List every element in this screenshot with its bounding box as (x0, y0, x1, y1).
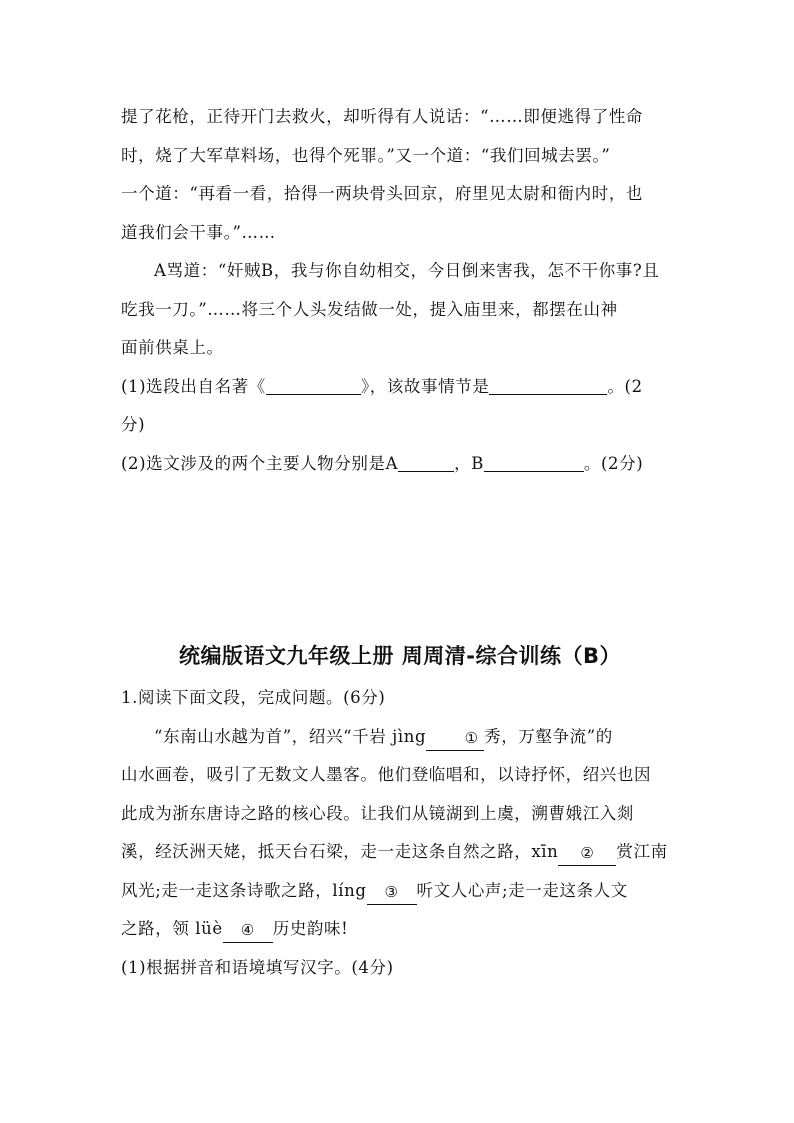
passage-line: 之路，领 lüè ④ 历史韵味! (121, 910, 681, 949)
question-heading: 1.阅读下面文段，完成问题。(6分) (121, 688, 386, 707)
answer-blank-a[interactable] (398, 451, 454, 472)
passage-line: 此成为浙东唐诗之路的核心段。让我们从镜湖到上虞，溯曹娥江入剡 (121, 803, 634, 823)
section-title: 统编版语文九年级上册 周周清-综合训练（B） (178, 644, 622, 668)
passage-line: 面前供桌上。 (121, 338, 224, 357)
answer-blank-2[interactable]: ② (558, 845, 616, 866)
answer-blank-b[interactable] (484, 451, 584, 472)
passage-line: “东南山水越为首”，绍兴“千岩 jìng ① 秀，万壑争流”的 (121, 718, 681, 757)
passage-line: 吃我一刀。”……将三个人头发结做一处，提入庙里来，都摆在山神 (121, 299, 618, 319)
answer-blank-plot[interactable] (489, 374, 607, 395)
sub-question-1: (1)根据拼音和语境填写汉字。(4分) (121, 957, 394, 977)
passage-line: 溪，经沃洲天姥，抵天台石梁，走一走这条自然之路，xīn ② 赏江南 (121, 833, 681, 872)
question-2: (2)选文涉及的两个主要人物分别是A ，B 。(2分) (121, 445, 681, 484)
passage-excerpt (121, 98, 681, 483)
passage-line: 山水画卷，吸引了无数文人墨客。他们登临唱和，以诗抒怀，绍兴也因 (121, 765, 652, 784)
answer-blank-4[interactable]: ④ (223, 922, 273, 943)
passage-line: A骂道：“奸贼B，我与你自幼相交，今日倒来害我，怎不干你事?且 (154, 261, 660, 280)
passage-line: 道我们会干事。”…… (121, 222, 276, 242)
answer-blank-1[interactable]: ① (426, 730, 484, 751)
answer-blank-3[interactable]: ③ (367, 884, 417, 905)
section-b-content (121, 679, 681, 987)
answer-blank-book[interactable] (266, 374, 361, 395)
question-1: (1)选段出自名著《 》，该故事情节是 。(2 (121, 368, 681, 407)
passage-line: 一个道：“再看一看，拾得一两块骨头回京，府里见太尉和衙内时，也 (121, 184, 644, 203)
passage-line: 时，烧了大军草料场，也得个死罪。”又一个道：“我们回城去罢。” (121, 145, 611, 165)
passage-line: 提了花枪，正待开门去救火，却听得有人说话：“……即便逃得了性命 (121, 107, 644, 126)
question-1-wrap: 分) (121, 415, 146, 434)
passage-line: 风光;走一走这条诗歌之路，líng ③ 听文人心声;走一走这条人文 (121, 872, 681, 911)
